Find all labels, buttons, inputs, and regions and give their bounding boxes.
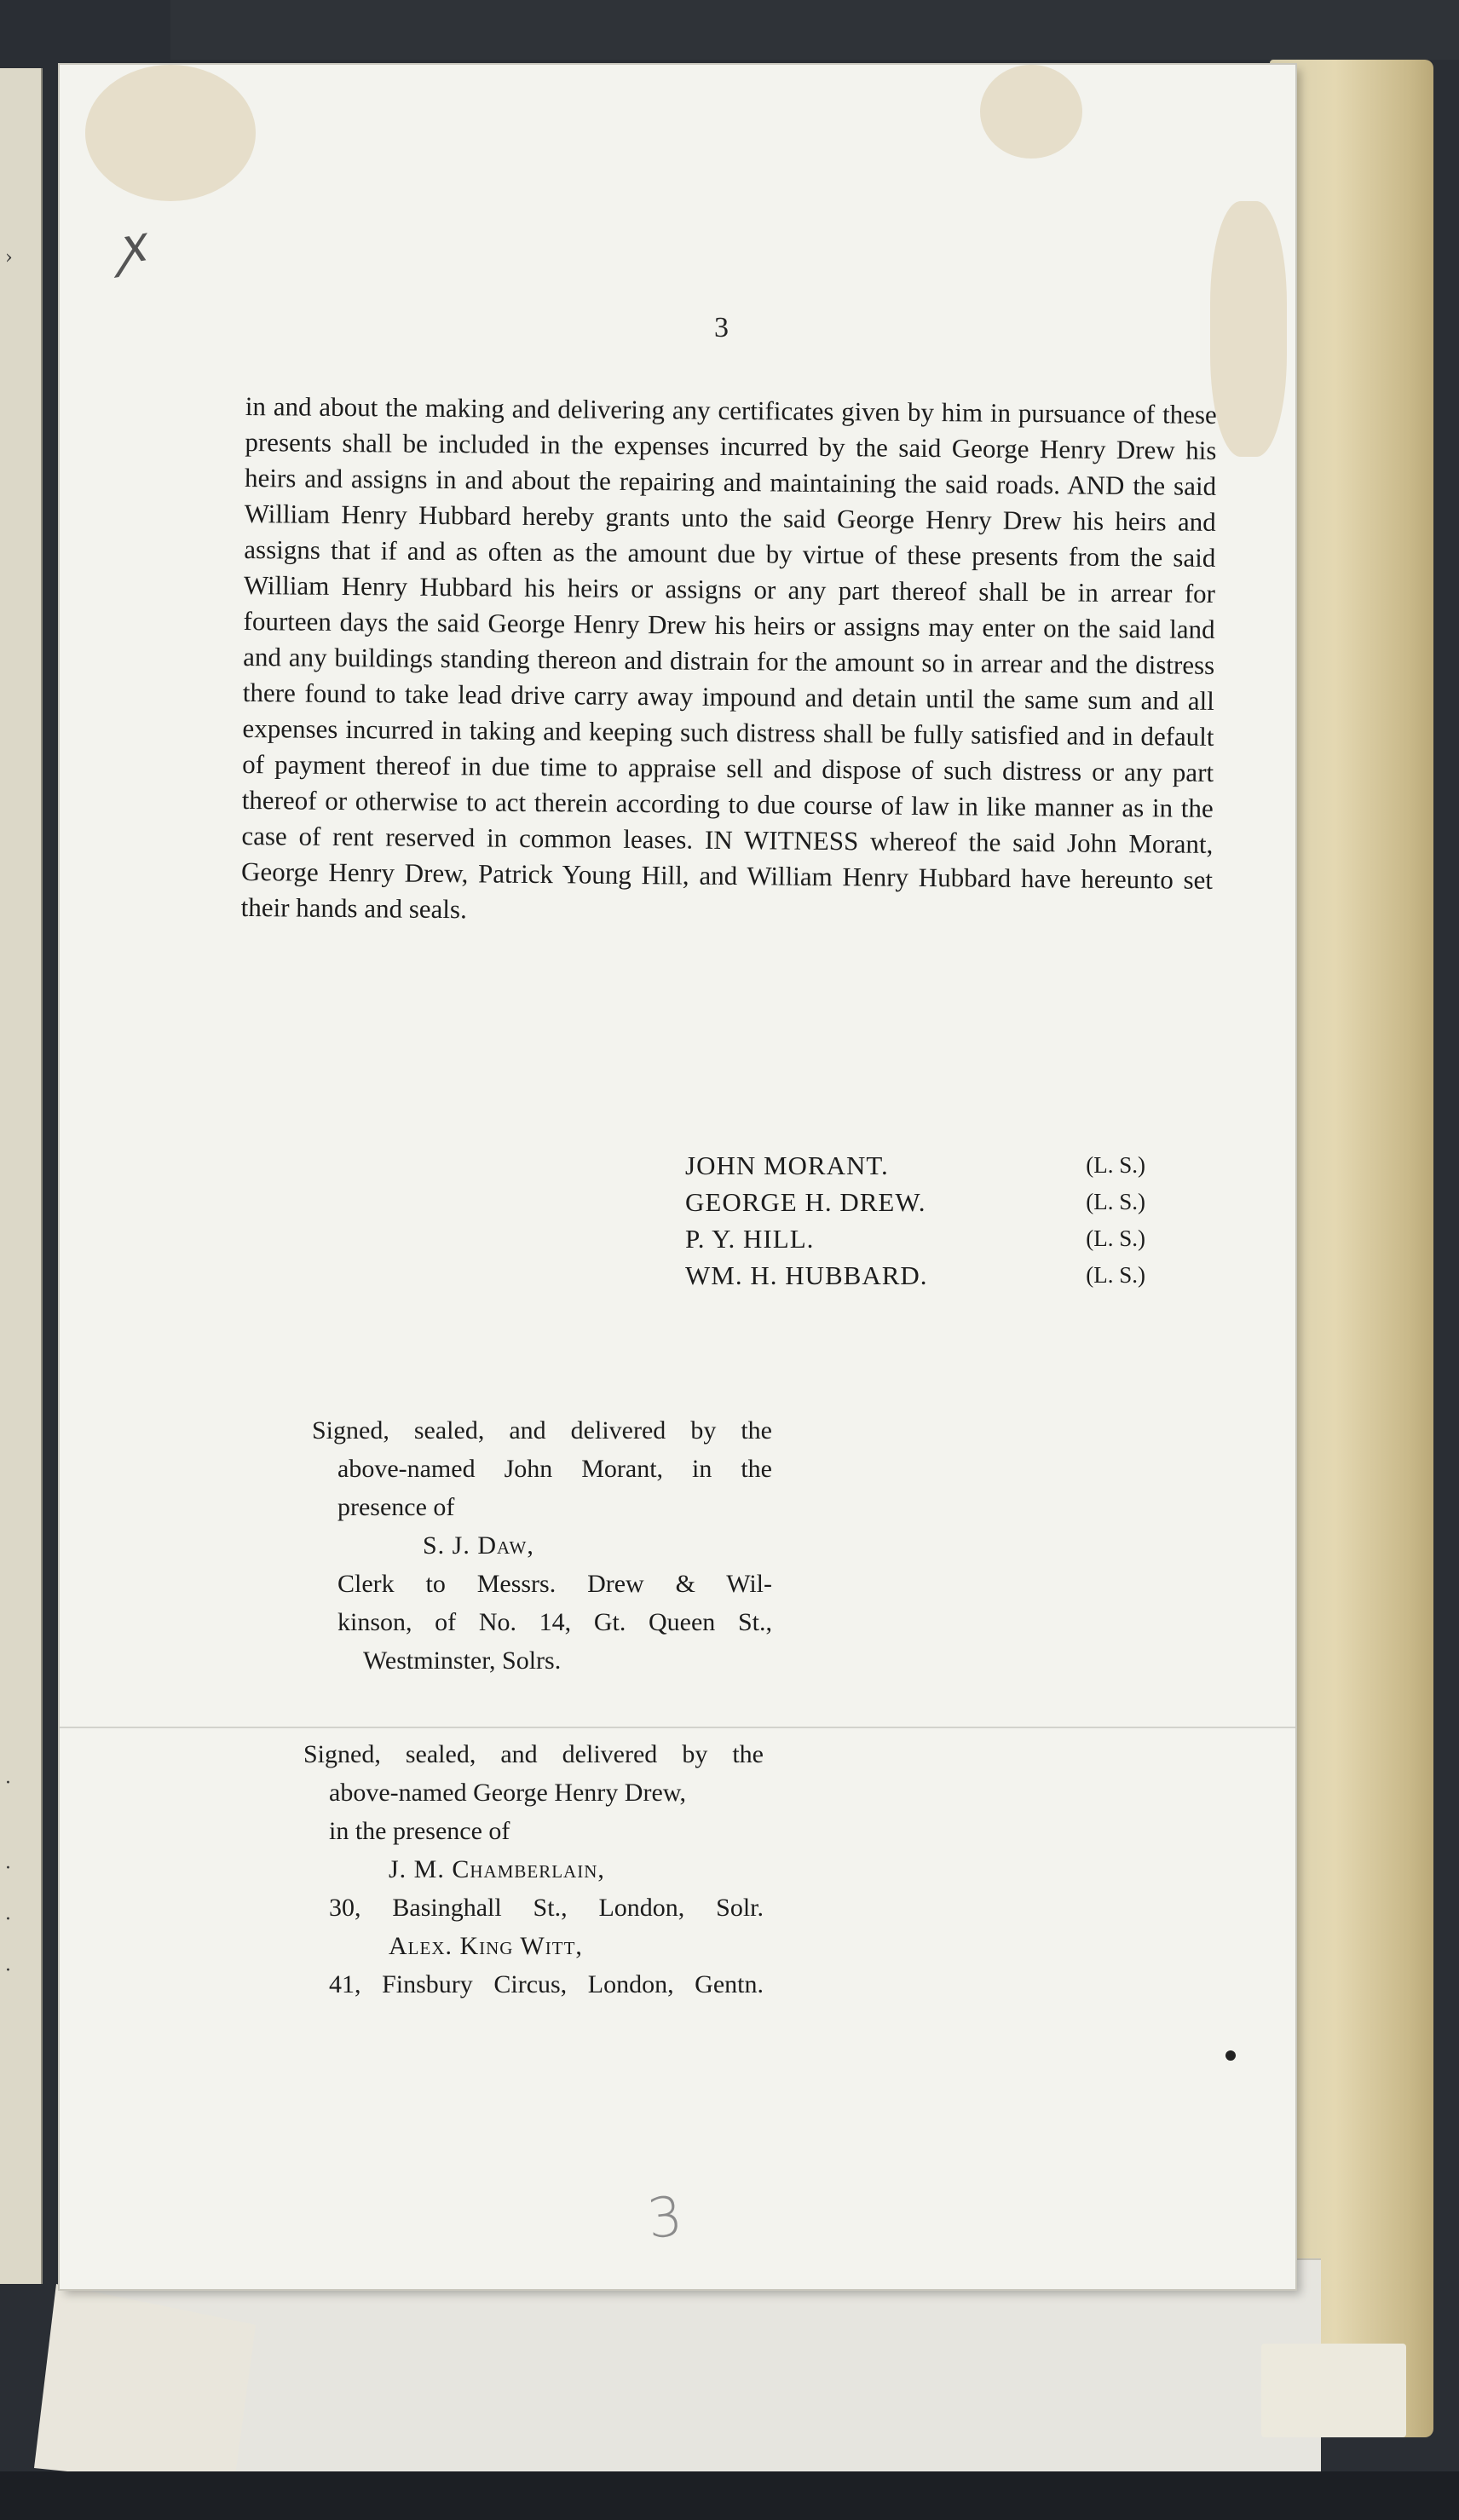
- left-margin-mark: ›: [5, 247, 13, 268]
- body-paragraph: in and about the making and delivering any certificates given by him in pursuance of these presents shall be included in the expenses incurred by the said George Henry Drew his heirs and assigns in and about the repairing and maintaining the said roads. AND the said William Henry Hubbard hereby grants unto the said George Henry Drew his heirs and assigns that if and as often as the amount due by virtue of these presents from the said William Henry Hubbard his heirs or assigns or any part thereof shall be in arrear for fourteen days the said George Henry Drew his heirs or assigns may enter on the said land and any buildings standing thereon and distrain for the amount so in arrear and the distress there found to take lead drive carry away impound and detain until the same sum and all expenses incurred in taking and keeping such distress shall be fully satisfied and in default of payment thereof in due time to appraise sell and dispose of such distress or any part thereof or otherwise to act therein according to due course of law in like manner as in the case of rent reserved in common leases. IN WITNESS whereof the said John Morant, George Henry Drew, Patrick Young Hill, and William Henry Hubbard have hereunto set their hands and seals.: [240, 390, 1217, 925]
- document-page: [60, 65, 1295, 2289]
- left-margin-mark: ·: [5, 1773, 11, 1794]
- signatory-name: GEORGE H. DREW.: [685, 1186, 926, 1217]
- signature-row: [685, 1220, 1145, 1257]
- left-margin-mark: ·: [5, 1960, 11, 1981]
- seal-mark: (L. S.): [1086, 1262, 1145, 1288]
- pencil-folio-number: 3: [644, 2185, 686, 2252]
- witness-address-line: Westminster, Solrs.: [363, 1646, 562, 1675]
- ink-dot: [1225, 2050, 1236, 2061]
- witness-name: Alex. King Witt,: [389, 1932, 583, 1960]
- left-margin-mark: ·: [5, 1858, 11, 1879]
- left-margin-mark: ·: [5, 1909, 11, 1930]
- page-number: 3: [714, 312, 729, 343]
- signature-row: [685, 1184, 1145, 1220]
- signature-row: [685, 1147, 1145, 1184]
- witness-address-line: Clerk to Messrs. Drew & Wil-: [337, 1570, 772, 1598]
- book-cover-bottom: [0, 2471, 1459, 2520]
- paper-stain: [980, 65, 1082, 159]
- signatory-name: WM. H. HUBBARD.: [685, 1260, 928, 1290]
- attestation-line: Signed, sealed, and delivered by the: [312, 1416, 772, 1445]
- witness-name: J. M. Chamberlain,: [389, 1855, 605, 1883]
- under-page-tab: [1261, 2344, 1406, 2437]
- signature-row: [685, 1257, 1145, 1294]
- seal-mark: (L. S.): [1086, 1225, 1145, 1251]
- book-cover-top: [170, 0, 1459, 60]
- paper-stain: [1210, 201, 1287, 457]
- witness-clause-morant: [312, 1411, 772, 1680]
- witness-address-line: 41, Finsbury Circus, London, Gentn.: [329, 1970, 764, 1998]
- corner-mark: ꭗ: [112, 214, 149, 277]
- left-page-edge: [0, 68, 43, 2284]
- attestation-line: in the presence of: [329, 1817, 510, 1845]
- signatory-name: P. Y. HILL.: [685, 1223, 815, 1254]
- under-page: [68, 2258, 1321, 2473]
- seal-mark: (L. S.): [1086, 1152, 1145, 1178]
- paper-stain: [85, 65, 256, 201]
- seal-mark: (L. S.): [1086, 1189, 1145, 1214]
- witness-clause-drew: [303, 1735, 764, 2004]
- signatory-name: JOHN MORANT.: [685, 1150, 889, 1180]
- witness-address-line: 30, Basinghall St., London, Solr.: [329, 1894, 764, 1922]
- attestation-line: presence of: [337, 1493, 455, 1521]
- attestation-line: above-named John Morant, in the: [337, 1455, 772, 1483]
- witness-name: S. J. Daw,: [423, 1531, 534, 1560]
- attestation-line: above-named George Henry Drew,: [329, 1779, 686, 1807]
- signature-block: [685, 1147, 1145, 1294]
- page-fold: [60, 1727, 1295, 1728]
- attestation-line: Signed, sealed, and delivered by the: [303, 1740, 764, 1768]
- witness-address-line: kinson, of No. 14, Gt. Queen St.,: [337, 1608, 772, 1636]
